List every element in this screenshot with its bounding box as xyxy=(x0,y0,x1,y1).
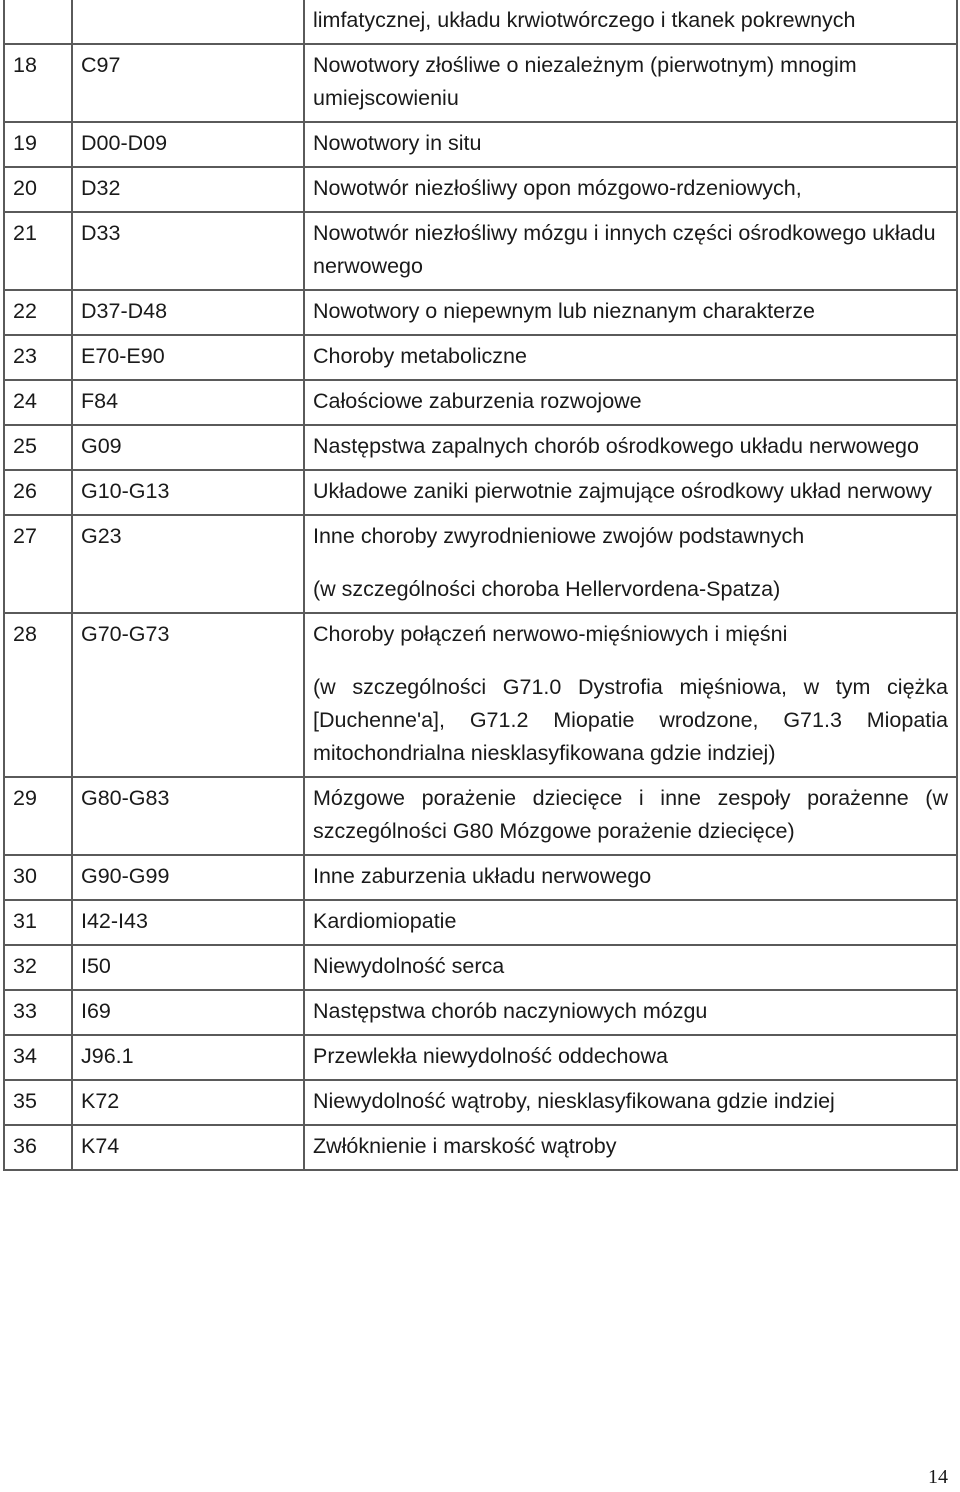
description-text: Kardiomiopatie xyxy=(313,909,457,933)
row-number-cell: 20 xyxy=(4,167,72,212)
description-cell xyxy=(304,167,957,212)
icd-code-cell: I50 xyxy=(72,945,304,990)
row-number-cell: 30 xyxy=(4,855,72,900)
description-text: Nowotwór niezłośliwy opon mózgowo-rdzeniowych, xyxy=(313,176,802,200)
icd-code-cell: I69 xyxy=(72,990,304,1035)
row-number-cell: 21 xyxy=(4,212,72,290)
table-row xyxy=(4,335,957,380)
description-text: Niewydolność wątroby, niesklasyfikowana gdzie indziej xyxy=(313,1089,835,1113)
description-text: Przewlekła niewydolność oddechowa xyxy=(313,1044,668,1068)
row-number-cell xyxy=(4,0,72,44)
row-number-cell: 23 xyxy=(4,335,72,380)
table-row xyxy=(4,167,957,212)
description-cell xyxy=(304,945,957,990)
description-cell xyxy=(304,44,957,122)
description-cell xyxy=(304,613,957,777)
table-row xyxy=(4,855,957,900)
row-number-cell: 18 xyxy=(4,44,72,122)
table-row xyxy=(4,990,957,1035)
table-row xyxy=(4,470,957,515)
icd-code-cell: J96.1 xyxy=(72,1035,304,1080)
icd-code-cell: D00-D09 xyxy=(72,122,304,167)
description-text: limfatycznej, układu krwiotwórczego i tkanek pokrewnych xyxy=(313,8,856,32)
table-row xyxy=(4,44,957,122)
icd-code-cell: C97 xyxy=(72,44,304,122)
description-text: Mózgowe porażenie dziecięce i inne zespoły porażenne (w szczególności G80 Mózgowe porażenie dziecięce) xyxy=(313,786,948,843)
description-text: Choroby połączeń nerwowo-mięśniowych i mięśni xyxy=(313,622,788,646)
description-cell xyxy=(304,335,957,380)
description-cell xyxy=(304,470,957,515)
row-number-cell: 35 xyxy=(4,1080,72,1125)
description-text: Nowotwory in situ xyxy=(313,131,482,155)
icd-code-cell: D37-D48 xyxy=(72,290,304,335)
description-text: Inne zaburzenia układu nerwowego xyxy=(313,864,652,888)
row-number-cell: 22 xyxy=(4,290,72,335)
description-text: Nowotwory o niepewnym lub nieznanym charakterze xyxy=(313,299,815,323)
row-number-cell: 25 xyxy=(4,425,72,470)
diagnosis-code-table xyxy=(3,0,958,1171)
description-cell xyxy=(304,212,957,290)
row-number-cell: 29 xyxy=(4,777,72,855)
icd-code-cell: K72 xyxy=(72,1080,304,1125)
row-number-cell: 34 xyxy=(4,1035,72,1080)
table-body xyxy=(4,0,957,1170)
description-text: Układowe zaniki pierwotnie zajmujące ośrodkowy układ nerwowy xyxy=(313,479,933,503)
description-cell xyxy=(304,900,957,945)
description-text: Następstwa zapalnych chorób ośrodkowego układu nerwowego xyxy=(313,434,919,458)
icd-code-cell: D32 xyxy=(72,167,304,212)
table-row xyxy=(4,212,957,290)
table-row xyxy=(4,945,957,990)
icd-code-cell: F84 xyxy=(72,380,304,425)
icd-code-cell: D33 xyxy=(72,212,304,290)
row-number-cell: 33 xyxy=(4,990,72,1035)
description-cell xyxy=(304,122,957,167)
icd-code-cell: G23 xyxy=(72,515,304,613)
table-row xyxy=(4,1080,957,1125)
row-number-cell: 31 xyxy=(4,900,72,945)
description-cell xyxy=(304,0,957,44)
description-cell xyxy=(304,990,957,1035)
description-cell xyxy=(304,1080,957,1125)
icd-code-cell: G90-G99 xyxy=(72,855,304,900)
page-number: 14 xyxy=(928,1466,948,1488)
table-row xyxy=(4,0,957,44)
table-row xyxy=(4,777,957,855)
description-text: Inne choroby zwyrodnieniowe zwojów podstawnych xyxy=(313,524,805,548)
description-text: (w szczególności G71.0 Dystrofia mięśniowa, w tym ciężka [Duchenne'a], G71.2 Miopatie wrodzone, G71.3 Miopatia mitochondrialna niesklasyfikowana gdzie indziej) xyxy=(313,675,948,765)
row-number-cell: 24 xyxy=(4,380,72,425)
description-text: Zwłóknienie i marskość wątroby xyxy=(313,1134,617,1158)
table-row xyxy=(4,900,957,945)
description-text: Nowotwory złośliwe o niezależnym (pierwotnym) mnogim umiejscowieniu xyxy=(313,53,857,110)
table-row xyxy=(4,425,957,470)
table-row xyxy=(4,1035,957,1080)
icd-code-cell: G10-G13 xyxy=(72,470,304,515)
description-cell xyxy=(304,1125,957,1170)
description-text: Niewydolność serca xyxy=(313,954,505,978)
table-row xyxy=(4,1125,957,1170)
row-number-cell: 28 xyxy=(4,613,72,777)
description-cell xyxy=(304,380,957,425)
row-number-cell: 32 xyxy=(4,945,72,990)
description-text: Całościowe zaburzenia rozwojowe xyxy=(313,389,642,413)
description-cell xyxy=(304,855,957,900)
description-text: Nowotwór niezłośliwy mózgu i innych części ośrodkowego układu nerwowego xyxy=(313,221,936,278)
row-number-cell: 26 xyxy=(4,470,72,515)
description-cell xyxy=(304,515,957,613)
icd-code-cell: K74 xyxy=(72,1125,304,1170)
icd-code-cell xyxy=(72,0,304,44)
description-cell xyxy=(304,425,957,470)
description-cell xyxy=(304,1035,957,1080)
table-row xyxy=(4,380,957,425)
icd-code-cell: G70-G73 xyxy=(72,613,304,777)
icd-code-cell: E70-E90 xyxy=(72,335,304,380)
icd-code-cell: G80-G83 xyxy=(72,777,304,855)
row-number-cell: 36 xyxy=(4,1125,72,1170)
table-row xyxy=(4,290,957,335)
description-text: Choroby metaboliczne xyxy=(313,344,527,368)
table-row xyxy=(4,122,957,167)
table-row xyxy=(4,515,957,613)
description-cell xyxy=(304,290,957,335)
icd-code-cell: I42-I43 xyxy=(72,900,304,945)
description-cell xyxy=(304,777,957,855)
description-text: Następstwa chorób naczyniowych mózgu xyxy=(313,999,708,1023)
icd-code-cell: G09 xyxy=(72,425,304,470)
row-number-cell: 27 xyxy=(4,515,72,613)
table-row xyxy=(4,613,957,777)
row-number-cell: 19 xyxy=(4,122,72,167)
description-text: (w szczególności choroba Hellervordena-Spatza) xyxy=(313,577,781,601)
